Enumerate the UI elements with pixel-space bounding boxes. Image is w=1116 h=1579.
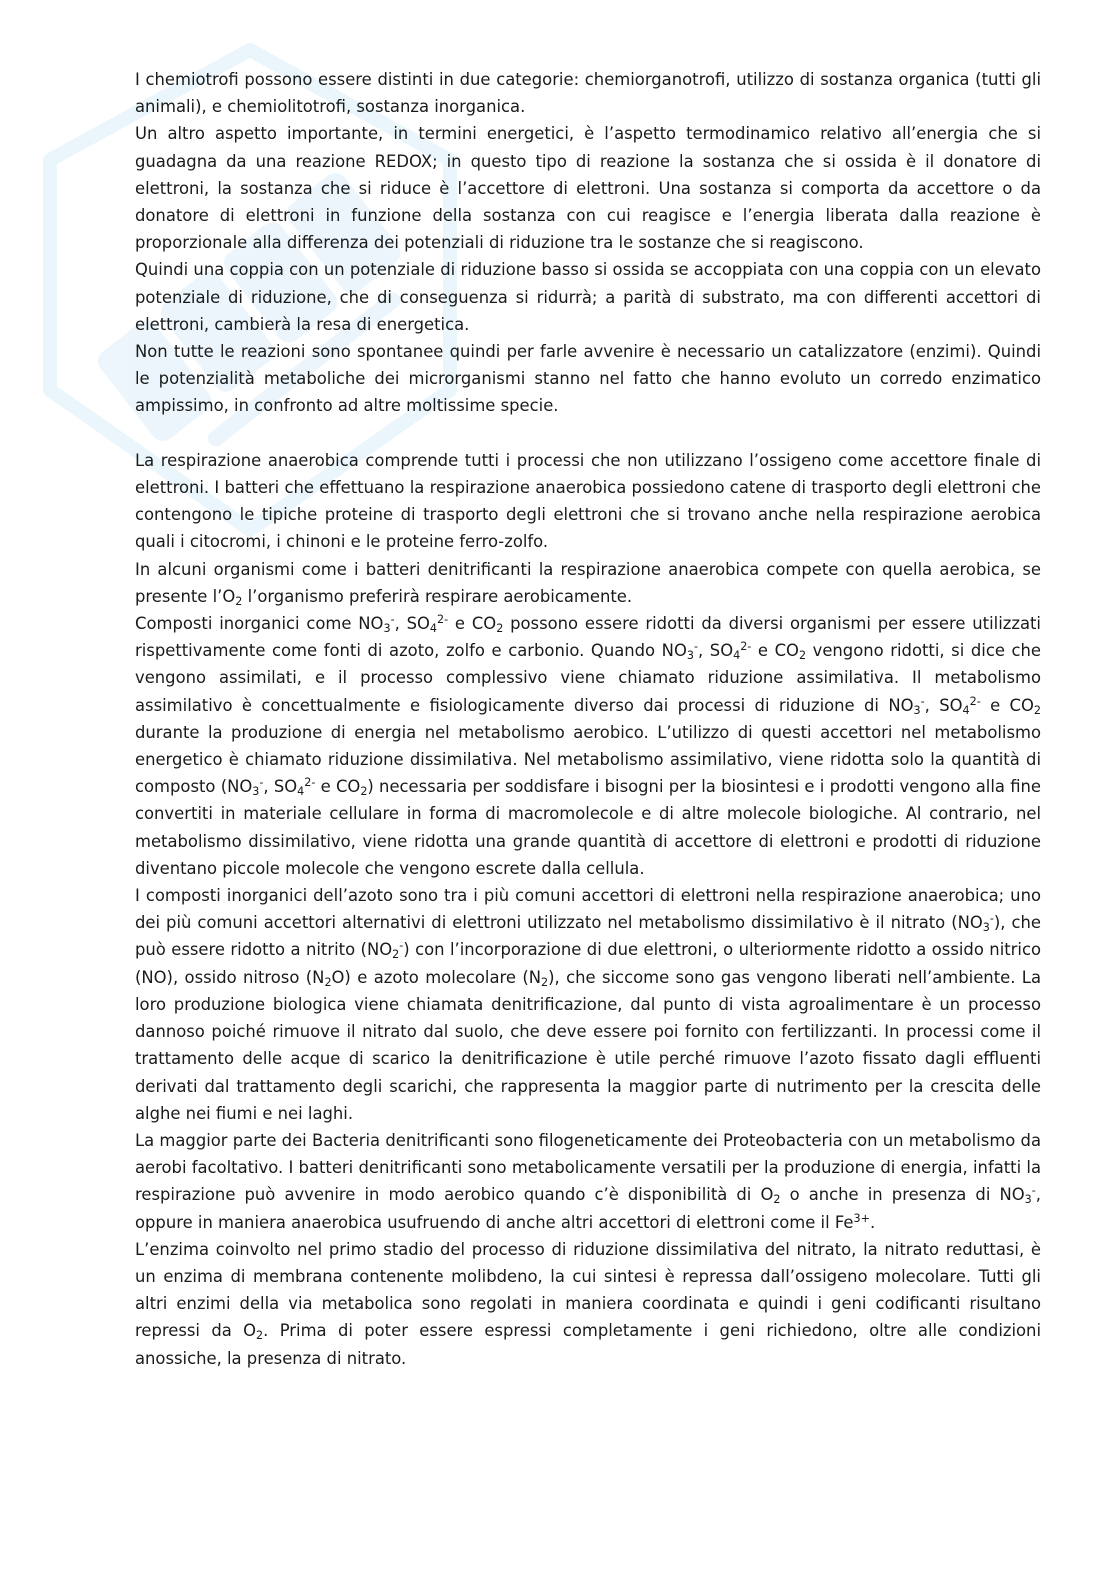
- paragraph-2: Un altro aspetto importante, in termini energetici, è l’aspetto termodinamico relativo all’energia che si guadagna da una reazione REDOX; in questo tipo di reazione la sostanza che si ossida è il donatore di elettroni, la sostanza che si riduce è l’accettore di elettroni. Una sostanza si comporta da accettore o da donatore di elettroni in funzione della sostanza con cui reagisce e l’energia liberata dalla reazione è proporzionale alla differenza dei potenziali di riduzione tra le sostanze che si reagiscono.: [135, 124, 1041, 253]
- paragraph-3: Quindi una coppia con un potenziale di riduzione basso si ossida se accoppiata con una coppia con un elevato potenziale di riduzione, che di conseguenza si ridurrà; a parità di substrato, ma con differenti accettori di elettroni, cambierà la resa di energetica.: [135, 260, 1041, 334]
- paragraph-9: La maggior parte dei Bacteria denitrificanti sono filogeneticamente dei Proteobacteria con un metabolismo da aerobi facoltativo. I batteri denitrificanti sono metabolicamente versatili per la produzione di energia, infatti la respirazione può avvenire in modo aerobico quando c’è disponibilità di $O_2$ o anche in presenza di $NO_3^-$, oppure in maniera anaerobica usufruendo di anche altri accettori di elettroni come il $Fe^{3+}$.: [135, 1130, 1041, 1232]
- paragraph-gap: [135, 420, 1041, 447]
- paragraph-10: L’enzima coinvolto nel primo stadio del processo di riduzione dissimilativa del nitrato, la nitrato reduttasi, è un enzima di membrana contenente molibdeno, la cui sintesi è repressa dall’ossigeno molecolare. Tutti gli altri enzimi della via metabolica sono regolati in maniera coordinata e quindi i geni codificanti risultano repressi da $O_2$. Prima di poter essere espressi completamente i geni richiedono, oltre alle condizioni anossiche, la presenza di nitrato.: [135, 1239, 1042, 1368]
- paragraph-6: In alcuni organismi come i batteri denitrificanti la respirazione anaerobica compete con quella aerobica, se presente $l’O_2$ l’organismo preferirà respirare aerobicamente.: [135, 559, 1041, 608]
- paragraph-5: La respirazione anaerobica comprende tutti i processi che non utilizzano l’ossigeno come accettore finale di elettroni. I batteri che effettuano la respirazione anaerobica possiedono catene di trasporto degli elettroni che contengono le tipiche proteine di trasporto degli elettroni che si trovano anche nella respirazione aerobica quali i citocromi, i chinoni e le proteine ferro-zolfo.: [135, 450, 1041, 552]
- paragraph-8: I composti inorganici dell’azoto sono tra i più comuni accettori di elettroni nella respirazione anaerobica; uno dei più comuni accettori alternativi di elettroni utilizzato nel metabolismo dissimilativo è il nitrato $(NO_3^-)$, che può essere ridotto a nitrito $(NO_2^-)$ con l’incorporazione di due elettroni, o ulteriormente ridotto a ossido nitrico (NO), ossido nitroso $(N_2O)$ e azoto molecolare $(N_2)$, che siccome sono gas vengono liberati nell’ambiente. La loro produzione biologica viene chiamata denitrificazione, dal punto di vista agroalimentare è un processo dannoso poiché rimuove il nitrato dal suolo, che deve essere poi fornito con fertilizzanti. In processi come il trattamento delle acque di scarico la denitrificazione è utile perché rimuove l’azoto fissato dagli effluenti derivati dal trattamento degli scarichi, che rappresenta la maggior parte di nutrimento per la crescita delle alghe nei fiumi e nei laghi.: [135, 886, 1042, 1123]
- paragraph-7: Composti inorganici come $NO_3^-$, $SO_4^{2-}$ e $CO_2$ possono essere ridotti da diversi organismi per essere utilizzati rispettivamente come fonti di azoto, zolfo e carbonio. Quando $NO_3^-$, $SO_4^{2-}$ e $CO_2$ vengono ridotti, si dice che vengono assimilati, e il processo complessivo viene chiamato riduzione assimilativa. Il metabolismo assimilativo è concettualmente e fisiologicamente diverso dai processi di riduzione di $NO_3^-$, $SO_4^{2-}$ e $CO_2$ durante la produzione di energia nel metabolismo aerobico. L’utilizzo di questi accettori nel metabolismo energetico è chiamato riduzione dissimilativa. Nel metabolismo assimilativo, viene ridotta solo la quantità di composto ($NO_3^-$, $SO_4^{2-}$ e $CO_2$) necessaria per soddisfare i bisogni per la biosintesi e i prodotti vengono alla fine convertiti in materiale cellulare in forma di macromolecole e di altre molecole biologiche. Al contrario, nel metabolismo dissimilativo, viene ridotta una grande quantità di accettore di elettroni e prodotti di riduzione diventano piccole molecole che vengono escrete dalla cellula.: [135, 612, 1042, 878]
- paragraph-4: Non tutte le reazioni sono spontanee quindi per farle avvenire è necessario un catalizzatore (enzimi). Quindi le potenzialità metaboliche dei microrganismi stanno nel fatto che hanno evoluto un corredo enzimatico ampissimo, in confronto ad altre moltissime specie.: [135, 342, 1041, 416]
- paragraph-1: I chemiotrofi possono essere distinti in due categorie: chemiorganotrofi, utilizzo di sostanza organica (tutti gli animali), e chemiolitotrofi, sostanza inorganica.: [135, 70, 1041, 117]
- document-body: [135, 66, 1041, 1372]
